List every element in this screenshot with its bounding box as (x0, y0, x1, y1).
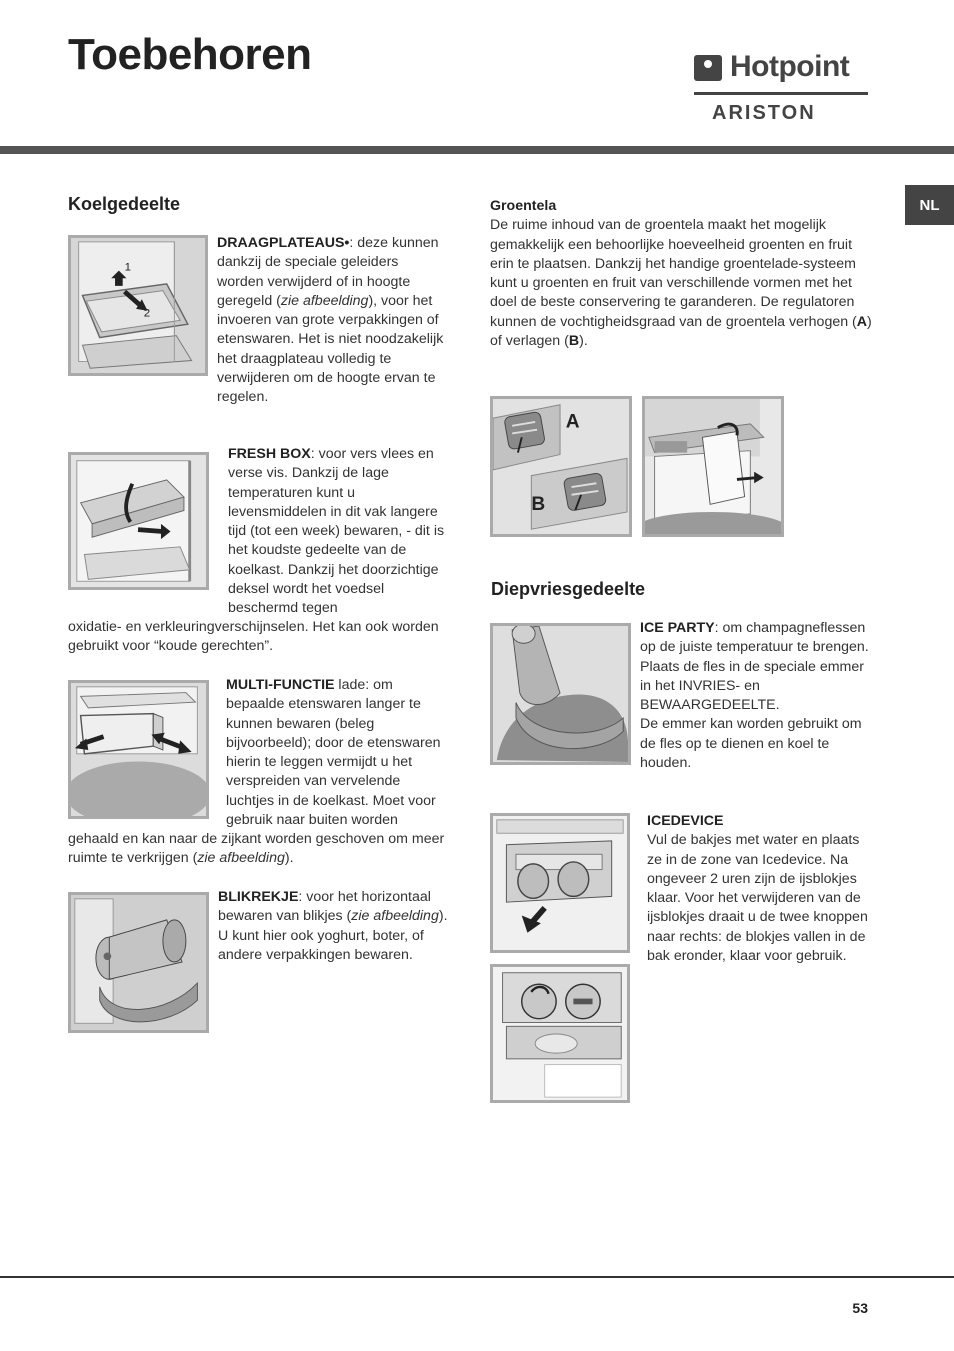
label-freshbox: FRESH BOX (228, 446, 311, 462)
label-blikrekje: BLIKREKJE (218, 889, 299, 905)
figure-draagplateaus (68, 235, 208, 376)
text-iceparty: ICE PARTY: om champagneflessen op de juiste temperatuur te brengen. Plaats de fles in de speciale emmer in het INVRIES- en BEWAARGEDEELTE. De emmer kan worden gebruikt om de fles op te dienen en koel te houden. (640, 620, 869, 772)
logo-brand: Hotpoint (730, 50, 850, 83)
freshbox-illustration (71, 455, 206, 587)
fig-label-b: B (531, 494, 546, 516)
label-draagplateaus: DRAAGPLATEAUS• (217, 235, 350, 251)
logo-sub-brand: ARISTON (712, 102, 816, 124)
champagne-bucket-illustration (493, 626, 628, 762)
label-groentela: Groentela (490, 198, 557, 214)
text-multifunctie: MULTI-FUNCTIE lade: om bepaalde etenswaren langer te kunnen bewaren (beleg bijvoorbeeld); door de etenswaren hierin te leggen vermijdt u het verspreiden van vervelende luchtjes in de koelkast. Moet voor gebruik naar buiten worden (226, 677, 441, 829)
text-multifunctie-continued: gehaald en kan naar de zijkant worden geschoven om meer ruimte te verkrijgen (zie afbeelding). (68, 831, 445, 867)
text-freshbox-continued: oxidatie- en verkleuringverschijnselen. Het kan ook worden gebruikt voor “koude gerechten”. (68, 619, 439, 655)
brand-logo (694, 50, 868, 126)
page-title: Toebehoren (68, 30, 312, 79)
text-blikrekje: BLIKREKJE: voor het horizontaal bewaren van blikjes (zie afbeelding). U kunt hier ook yoghurt, boter, of andere verpakkingen bewaren. (218, 889, 448, 963)
text-groentela: Groentela De ruime inhoud van de groentela maakt het mogelijk gemakkelijk een behoorlijke hoeveelheid groenten en fruit erin te plaatsen. Dankzij het handige groentelade-systeem kunt u groenten en fruit van verschillende vormen met het doel de beste conservering te garanderen. De regulatoren kunnen de vochtigheidsgraad van de groentela verhogen (A) of verlagen (B). (490, 198, 872, 350)
humidity-regulator-illustration (493, 399, 629, 534)
can-rack-illustration (71, 895, 206, 1030)
figure-blikrekje (68, 892, 209, 1033)
figure-iceparty (490, 623, 631, 765)
figure-groentela-regulator (490, 396, 632, 537)
text-icedevice: ICEDEVICE Vul de bakjes met water en plaats ze in de zone van Icedevice. Na ongeveer 2 uren zijn de ijsblokjes klaar. Voor het verwijderen van de ijsblokjes draait u de twee knoppen naar rechts: de blokjes vallen in de bak eronder, klaar voor gebruik. (647, 813, 868, 965)
section-heading-diepvriesgedeelte: Diepvriesgedeelte (491, 579, 646, 599)
page-number: 53 (852, 1300, 868, 1316)
section-heading-koelgedeelte: Koelgedeelte (68, 194, 181, 214)
fig-label-2: 2 (143, 307, 151, 320)
icedevice-knobs-illustration (493, 967, 627, 1100)
text-draagplateaus: DRAAGPLATEAUS•: deze kunnen dankzij de speciale geleiders worden verwijderd of in hoogte geregeld (zie afbeelding), voor het invoeren van grote verpakkingen of etenswaren. Het is niet noodzakelijk het draagplateau volledig te verwijderen om de hoogte ervan te regelen. (217, 235, 444, 406)
figure-multifunctie (68, 680, 209, 819)
shelf-illustration (71, 238, 205, 373)
drawer-illustration (71, 683, 206, 816)
figure-groentela-drawer (642, 396, 784, 537)
logo-mark-icon (694, 55, 722, 81)
label-iceparty: ICE PARTY (640, 620, 715, 636)
label-multifunctie: MULTI-FUNCTIE (226, 677, 335, 693)
figure-icedevice-1 (490, 813, 630, 953)
crisper-drawer-illustration (645, 399, 781, 534)
label-icedevice: ICEDEVICE (647, 813, 724, 829)
fig-label-a: A (565, 411, 580, 433)
language-tab: NL (905, 185, 954, 225)
figure-freshbox (68, 452, 209, 590)
text-freshbox: FRESH BOX: voor vers vlees en verse vis. Dankzij de lage temperaturen kunt u levensmiddelen in dit vak langere tijd (tot een week) bewaren, - dit is het koudste gedeelte van de koelkast. Dankzij het doorzichtige deksel wordt het voedsel beschermd tegen (228, 446, 445, 617)
icedevice-front-illustration (493, 816, 627, 950)
header-bar (0, 146, 954, 154)
logo-divider (694, 92, 868, 95)
figure-icedevice-2 (490, 964, 630, 1103)
fig-label-1: 1 (124, 261, 131, 274)
footer-rule (0, 1276, 954, 1278)
